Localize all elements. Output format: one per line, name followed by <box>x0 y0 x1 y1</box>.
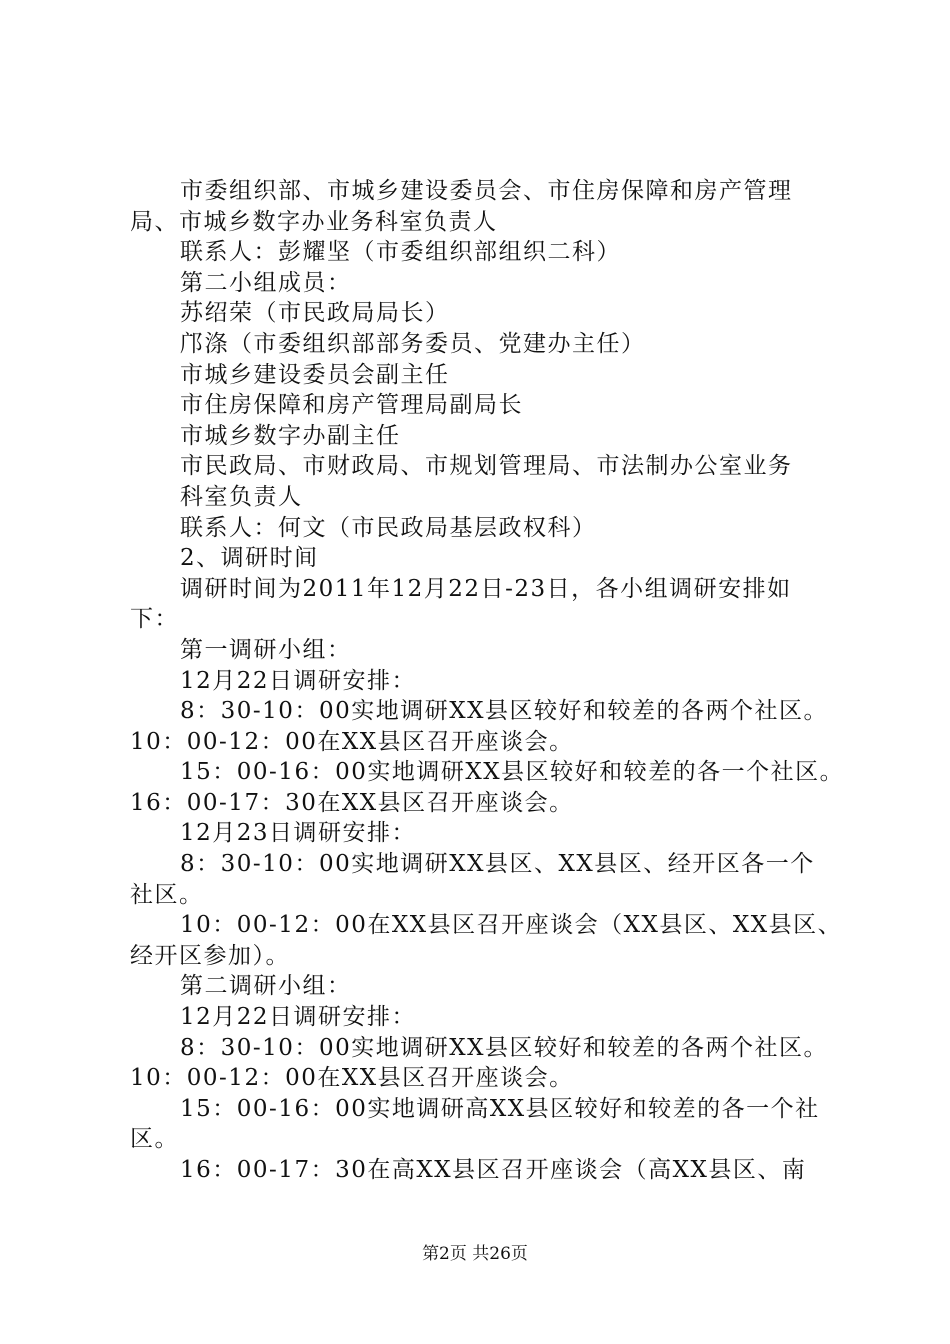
text-line: 下： <box>130 606 179 633</box>
text-line: 局、市城乡数字办业务科室负责人 <box>130 208 498 235</box>
text-line: 8：30-10：00实地调研XX县区较好和较差的各两个社区。 <box>180 698 828 725</box>
text-line: 8：30-10：00实地调研XX县区较好和较差的各两个社区。 <box>180 1034 828 1061</box>
text-line: 15：00-16：00实地调研XX县区较好和较差的各一个社区。 <box>180 759 845 786</box>
text-line: 12月22日调研安排： <box>180 667 417 694</box>
text-line: 区。 <box>130 1126 179 1153</box>
text-line: 邝涤（市委组织部部务委员、党建办主任） <box>180 330 646 357</box>
text-line: 联系人：彭耀坚（市委组织部组织二科） <box>180 239 621 266</box>
text-line: 科室负责人 <box>180 483 303 510</box>
text-line: 第二小组成员： <box>180 269 352 296</box>
text-line: 联系人：何文（市民政局基层政权科） <box>180 514 597 541</box>
text-line: 8：30-10：00实地调研XX县区、XX县区、经开区各一个 <box>180 851 815 878</box>
text-line: 2、调研时间 <box>180 545 319 572</box>
text-line: 第二调研小组： <box>180 973 352 1000</box>
text-line: 第一调研小组： <box>180 636 352 663</box>
text-line: 苏绍荣（市民政局局长） <box>180 300 450 327</box>
text-line: 调研时间为2011年12月22日-23日，各小组调研安排如 <box>180 575 792 602</box>
text-line: 12月23日调研安排： <box>180 820 417 847</box>
text-line: 市委组织部、市城乡建设委员会、市住房保障和房产管理 <box>180 178 793 204</box>
text-line: 16：00-17：30在高XX县区召开座谈会（高XX县区、南 <box>180 1157 807 1183</box>
text-line: 10：00-12：00在XX县区召开座谈会。 <box>130 728 574 755</box>
text-line: 10：00-12：00在XX县区召开座谈会。 <box>130 1065 574 1092</box>
text-line: 市城乡建设委员会副主任 <box>180 361 450 388</box>
text-line: 市住房保障和房产管理局副局长 <box>180 392 523 419</box>
text-line: 市民政局、市财政局、市规划管理局、市法制办公室业务 <box>180 453 793 480</box>
text-line: 经开区参加）。 <box>130 942 290 969</box>
document-body <box>130 176 845 1186</box>
text-line: 16：00-17：30在XX县区召开座谈会。 <box>130 789 574 816</box>
page-footer: 第2页 共26页 <box>422 1244 528 1264</box>
text-line: 社区。 <box>130 881 204 908</box>
text-line: 市城乡数字办副主任 <box>180 422 401 449</box>
text-line: 12月22日调研安排： <box>180 1004 417 1031</box>
text-line: 15：00-16：00实地调研高XX县区较好和较差的各一个社 <box>180 1095 820 1122</box>
text-line: 10：00-12：00在XX县区召开座谈会（XX县区、XX县区、 <box>180 912 843 939</box>
